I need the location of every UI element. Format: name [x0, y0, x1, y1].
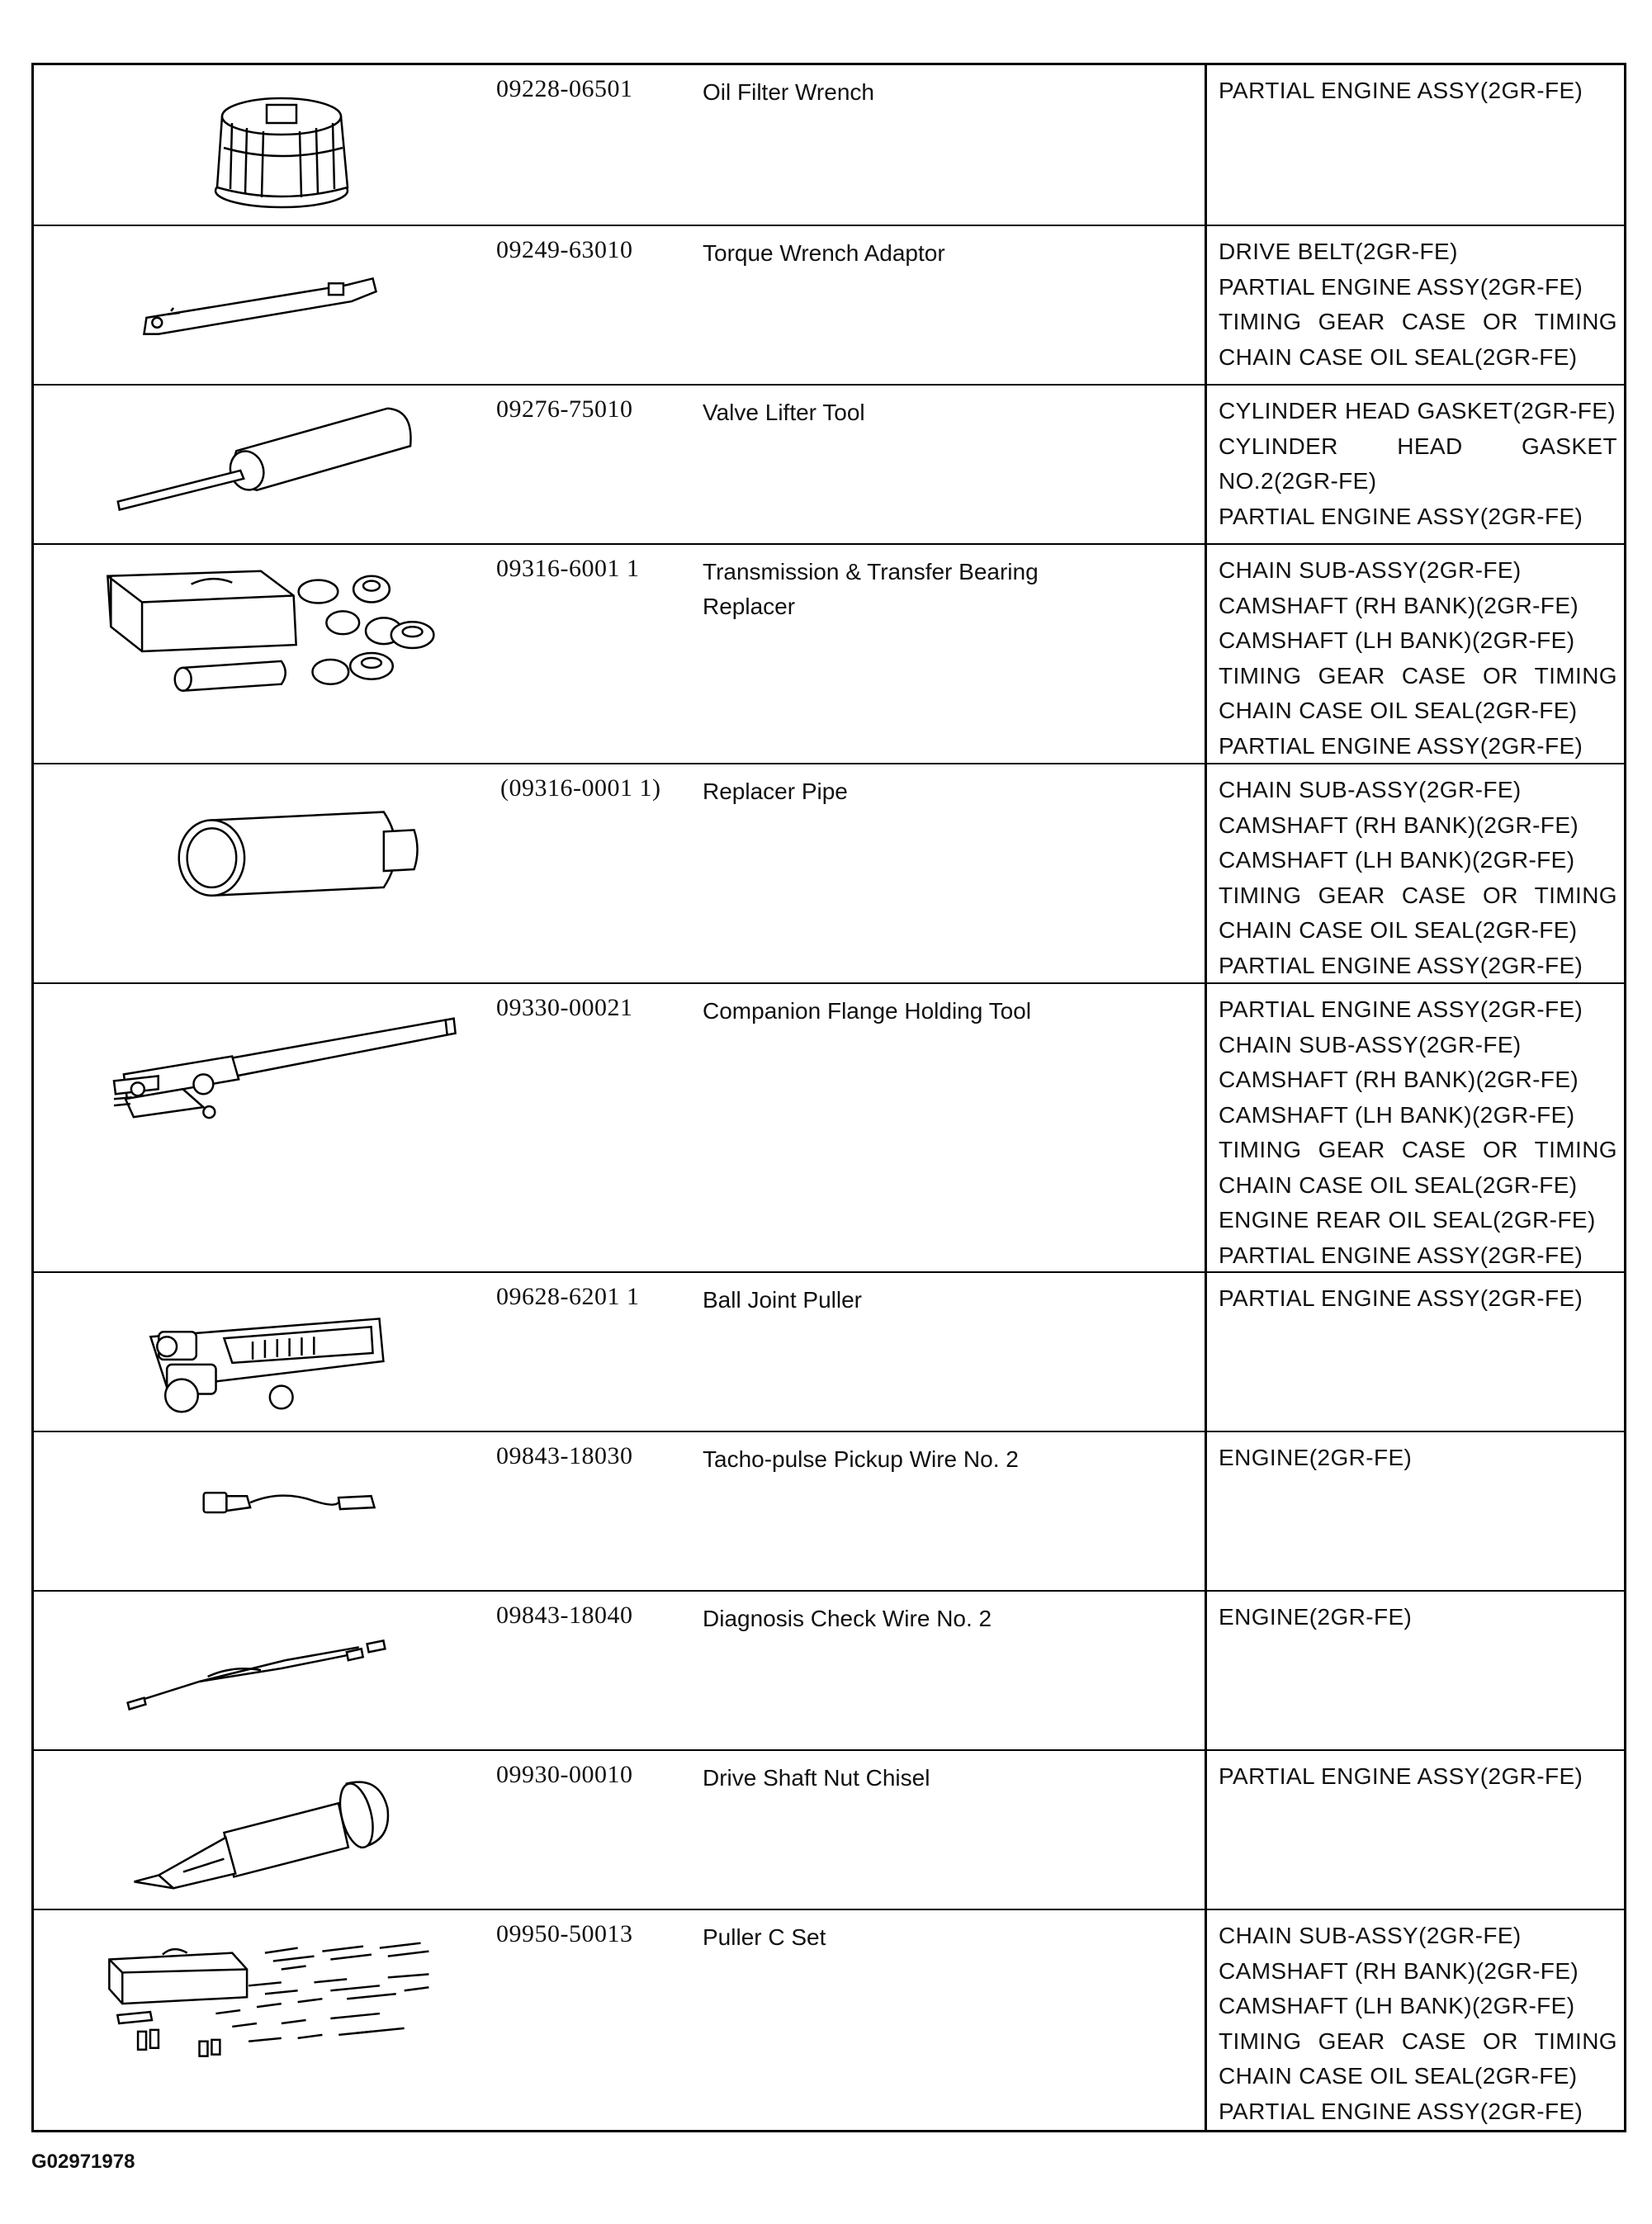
- applications: [1205, 545, 1629, 763]
- application-item: TIMING GEAR CASE OR TIMING: [1219, 882, 1617, 908]
- tool-name: Torque Wrench Adaptor: [703, 240, 945, 266]
- application-item: CHAIN SUB-ASSY(2GR-FE): [1219, 777, 1522, 802]
- application-item: CHAIN CASE OIL SEAL(2GR-FE): [1219, 2063, 1578, 2089]
- tool-name: Tacho-pulse Pickup Wire No. 2: [703, 1446, 1019, 1472]
- application-item: NO.2(2GR-FE): [1219, 468, 1377, 494]
- applications: [1205, 386, 1629, 543]
- tool-name: Diagnosis Check Wire No. 2: [703, 1606, 992, 1631]
- part-number: 09330-00021: [496, 994, 633, 1021]
- application-item: TIMING GEAR CASE OR TIMING: [1219, 2028, 1617, 2054]
- applications: [1205, 1273, 1629, 1431]
- application-item: CAMSHAFT (RH BANK)(2GR-FE): [1219, 592, 1579, 618]
- special-tools-table: [31, 63, 1626, 2132]
- figure-id: G02971978: [31, 2151, 135, 2173]
- application-item: TIMING GEAR CASE OR TIMING: [1219, 1137, 1617, 1162]
- application-item: CAMSHAFT (RH BANK)(2GR-FE): [1219, 1957, 1579, 1984]
- tool-name: Oil Filter Wrench: [703, 79, 874, 105]
- valve-lifter-tool-icon: [34, 386, 484, 543]
- application-item: CAMSHAFT (LH BANK)(2GR-FE): [1219, 847, 1575, 873]
- companion-flange-holding-tool-icon: [34, 984, 484, 1271]
- tool-name: Transmission & Transfer Bearing Replacer: [703, 559, 1039, 619]
- application-item: PARTIAL ENGINE ASSY(2GR-FE): [1219, 78, 1583, 103]
- tool-name: Drive Shaft Nut Chisel: [703, 1765, 930, 1791]
- application-item: PARTIAL ENGINE ASSY(2GR-FE): [1219, 2098, 1583, 2124]
- application-item: CHAIN CASE OIL SEAL(2GR-FE): [1219, 1171, 1578, 1198]
- part-number: 09276-75010: [496, 395, 633, 423]
- application-item: PARTIAL ENGINE ASSY(2GR-FE): [1219, 503, 1583, 529]
- tool-row: [34, 1431, 1624, 1590]
- applications: [1205, 1910, 1629, 2130]
- tool-row: [34, 763, 1624, 982]
- application-item: ENGINE(2GR-FE): [1219, 1445, 1413, 1470]
- applications: [1205, 984, 1629, 1271]
- application-item: CHAIN SUB-ASSY(2GR-FE): [1219, 1923, 1522, 1948]
- applications: [1205, 1432, 1629, 1590]
- applications: [1205, 1751, 1629, 1909]
- diagnosis-check-wire-icon: [34, 1592, 484, 1749]
- application-item: PARTIAL ENGINE ASSY(2GR-FE): [1219, 996, 1583, 1022]
- application-item: PARTIAL ENGINE ASSY(2GR-FE): [1219, 1285, 1583, 1311]
- tool-name: Puller C Set: [703, 1924, 826, 1950]
- tacho-pulse-wire-icon: [34, 1432, 484, 1590]
- applications: [1205, 1592, 1629, 1749]
- part-number: 09843-18030: [496, 1442, 633, 1469]
- oil-filter-wrench-icon: [34, 65, 484, 225]
- part-number: 09316-6001 1: [496, 555, 640, 582]
- application-item: CHAIN SUB-ASSY(2GR-FE): [1219, 557, 1522, 583]
- tool-name: Ball Joint Puller: [703, 1287, 862, 1313]
- application-item: CYLINDER HEAD GASKET(2GR-FE): [1219, 398, 1616, 424]
- tool-row: [34, 384, 1624, 543]
- application-item: CHAIN SUB-ASSY(2GR-FE): [1219, 1031, 1522, 1058]
- application-item: CAMSHAFT (RH BANK)(2GR-FE): [1219, 812, 1579, 838]
- application-item: PARTIAL ENGINE ASSY(2GR-FE): [1219, 1242, 1583, 1268]
- tool-row: [34, 543, 1624, 763]
- tool-row: [34, 982, 1624, 1271]
- puller-c-set-icon: [34, 1910, 484, 2130]
- part-number: 09950-50013: [496, 1920, 633, 1947]
- application-item: ENGINE(2GR-FE): [1219, 1604, 1413, 1630]
- replacer-pipe-icon: [34, 764, 484, 982]
- tool-row: [34, 225, 1624, 384]
- tool-row: [34, 65, 1624, 225]
- application-item: CAMSHAFT (RH BANK)(2GR-FE): [1219, 1067, 1579, 1092]
- application-item: PARTIAL ENGINE ASSY(2GR-FE): [1219, 732, 1583, 759]
- part-number: 09628-6201 1: [496, 1283, 640, 1310]
- part-number: (09316-0001 1): [500, 774, 661, 802]
- application-item: CAMSHAFT (LH BANK)(2GR-FE): [1219, 1993, 1575, 2018]
- application-item: TIMING GEAR CASE OR TIMING: [1219, 309, 1617, 334]
- application-item: TIMING GEAR CASE OR TIMING: [1219, 662, 1617, 688]
- tool-row: [34, 1590, 1624, 1749]
- application-item: CAMSHAFT (LH BANK)(2GR-FE): [1219, 627, 1575, 653]
- applications: [1205, 226, 1629, 384]
- tool-name: Valve Lifter Tool: [703, 400, 865, 425]
- part-number: 09843-18040: [496, 1602, 633, 1629]
- drive-shaft-nut-chisel-icon: [34, 1751, 484, 1909]
- tool-name: Companion Flange Holding Tool: [703, 998, 1031, 1024]
- part-number: 09930-00010: [496, 1761, 633, 1788]
- application-item: ENGINE REAR OIL SEAL(2GR-FE): [1219, 1207, 1596, 1233]
- application-item: CHAIN CASE OIL SEAL(2GR-FE): [1219, 917, 1578, 943]
- applications: [1205, 764, 1629, 982]
- application-item: CYLINDER HEAD GASKET: [1219, 433, 1617, 459]
- tool-name: Replacer Pipe: [703, 778, 848, 804]
- application-item: CHAIN CASE OIL SEAL(2GR-FE): [1219, 343, 1578, 370]
- bearing-replacer-set-icon: [34, 545, 484, 763]
- ball-joint-puller-icon: [34, 1273, 484, 1431]
- applications: [1205, 65, 1629, 225]
- application-item: CAMSHAFT (LH BANK)(2GR-FE): [1219, 1101, 1575, 1128]
- part-number: 09249-63010: [496, 236, 633, 263]
- application-item: PARTIAL ENGINE ASSY(2GR-FE): [1219, 273, 1583, 300]
- torque-wrench-adaptor-icon: [34, 226, 484, 384]
- part-number: 09228-06501: [496, 75, 633, 102]
- application-item: CHAIN CASE OIL SEAL(2GR-FE): [1219, 698, 1578, 723]
- application-item: DRIVE BELT(2GR-FE): [1219, 239, 1458, 264]
- tool-row: [34, 1271, 1624, 1431]
- application-item: PARTIAL ENGINE ASSY(2GR-FE): [1219, 952, 1583, 978]
- tool-row: [34, 1749, 1624, 1909]
- tool-row: [34, 1909, 1624, 2130]
- application-item: PARTIAL ENGINE ASSY(2GR-FE): [1219, 1763, 1583, 1789]
